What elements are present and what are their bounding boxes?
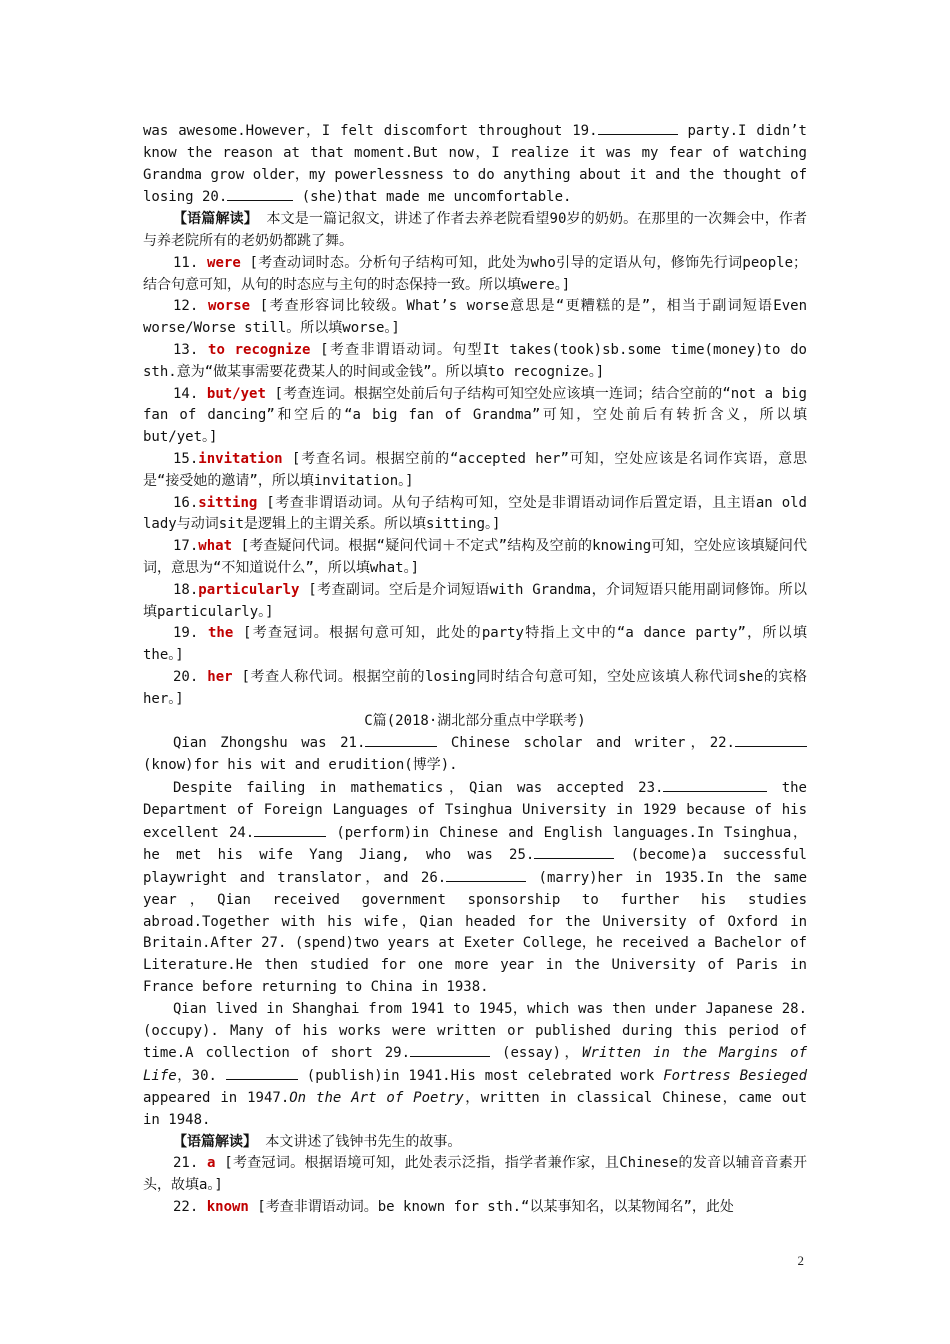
answer-key: known [206,1199,249,1216]
passage-text: (spend)two years at Exeter College，he received a Bachelor of Literature.He then studied for one more year in the University of Paris in France before returning to China in 1938. [143,935,807,996]
answer-15 [143,449,807,493]
answer-number: 12. [173,298,208,315]
answer-number: 20. [173,668,208,685]
answer-key: her [207,668,233,685]
passage-text: Qian Zhongshu was 21. [173,735,366,752]
answer-explanation: [考查连词。根据空处前后句子结构可知空处应该填一连词；结合空前的“not a big fan of dancing”和空后的“a big fan of Grandma”可知，空处前后有转折含义，所以填but/yet。] [143,385,807,446]
answer-key: but/yet [206,385,266,402]
analysis-label: 【语篇解读】 [173,211,258,228]
passage-c-p1 [143,732,807,777]
section-heading-c: C篇(2018·湖北部分重点中学联考) [364,712,586,729]
book-title: Fortress Besieged [663,1068,808,1085]
passage-text: (know)for his wit and erudition(博学). [143,757,458,774]
passage-text: (she)that made me uncomfortable. [293,189,572,206]
answer-key: were [207,254,241,271]
answer-number: 21. [173,1155,208,1172]
passage-text: the Department of Foreign Languages of Tsinghua University in 1929 because of his excellent 24. [143,779,807,841]
answer-key: sitting [198,494,258,511]
answer-key: invitation [198,450,283,467]
passage-text: appeared in 1947. [143,1090,290,1107]
answer-explanation: [考查冠词。根据语境可知，此处表示泛指，指学者兼作家，且Chinese的发音以辅音音素开头，故填a。] [143,1155,808,1194]
passage-text: (occupy). Many of his works were written or published during this period of time.A collection of short 29. [143,1022,807,1062]
answer-21 [143,1153,807,1197]
passage-text: (marry)her in 1935.In the same year，Qian received government sponsorship to further his studies abroad.Together with his wife，Qian headed for the University of Oxford in Britain.After 27. [143,870,808,952]
answer-explanation: [考查冠词。根据句意可知，此处的party特指上文中的“a dance party”，所以填the。] [143,625,807,664]
passage-text: (perform)in Chinese and English languages.In Tsinghua，he met his wife Yang Jiang, who was 25. [143,824,807,864]
passage-text: was awesome.However，I felt discomfort throughout 19. [143,123,598,139]
answer-17 [143,536,807,580]
passage-b-tail [143,120,807,209]
answer-explanation: [考查动词时态。分析句子结构可知，此处为who引导的定语从句，修饰先行词people；结合句意可知，从句的时态应与主句的时态保持一致。所以填were。] [143,254,807,293]
blank-22 [735,732,807,747]
passage-text: ，30. [176,1068,226,1085]
blank-29 [410,1042,490,1057]
answer-11 [143,253,807,297]
answer-number: 17. [173,538,199,555]
answer-16 [143,493,807,537]
answer-14 [143,384,807,449]
answer-explanation: [考查副词。空后是介词短语with Grandma，介词短语只能用副词修饰。所以填particularly。] [143,581,807,620]
blank-24 [254,822,326,837]
answer-number: 13. [173,341,209,358]
answer-explanation: [考查非谓语动词。be known for sth.“以某事知名，以某物闻名”，此处 [248,1199,734,1216]
answer-number: 15. [173,450,199,467]
answer-explanation: [考查非谓语动词。句型It takes(took)sb.some time(money)to do sth.意为“做某事需要花费某人的时间或金钱”。所以填to recognize。] [143,341,807,380]
answer-19 [143,623,807,667]
answer-13 [143,340,807,384]
analysis-text: 本文是一篇记叙文，讲述了作者去养老院看望90岁的奶奶。在那里的一次舞会中，作者与养老院所有的老奶奶都跳了舞。 [143,211,807,249]
answer-number: 18. [173,581,199,598]
answer-18 [143,580,807,624]
blank-25 [534,844,614,859]
answer-explanation: [考查人称代词。根据空前的losing同时结合句意可知，空处应该填人称代词she的宾格her。] [143,668,807,707]
blank-21 [365,732,437,747]
answer-number: 22. [173,1199,207,1216]
answer-explanation: [考查形容词比较级。What’s worse意思是“更糟糕的是”，相当于副词短语Even worse/Worse still。所以填worse。] [143,298,807,337]
answer-number: 11. [173,254,208,271]
answer-key: the [208,625,234,642]
analysis-label: 【语篇解读】 [173,1133,257,1150]
passage-text: Despite failing in mathematics，Qian was accepted 23. [173,779,664,796]
passage-c-p3 [143,999,807,1132]
analysis-text: 本文讲述了钱钟书先生的故事。 [257,1133,462,1150]
blank-23 [663,777,767,792]
answer-20 [143,667,807,711]
answer-explanation: [考查非谓语动词。从句子结构可知，空处是非谓语动词作后置定语，且主语an old lady与动词sit是逻辑上的主谓关系。所以填sitting。] [143,494,807,533]
passage-text: (become)a successful playwright and translator，and 26. [143,847,807,887]
page-number: 2 [797,1253,804,1268]
answer-key: a [207,1155,216,1172]
answer-explanation: [考查名词。根据空前的“accepted her”可知，空处应该是名词作宾语，意思是“接受她的邀请”，所以填invitation。] [143,450,807,489]
answer-number: 19. [173,625,208,642]
answer-22 [143,1197,807,1219]
answer-key: what [198,538,233,555]
passage-text: (publish)in 1941.His most celebrated work [297,1068,664,1085]
answer-key: particularly [198,581,300,598]
blank-19 [598,120,678,135]
answer-number: 16. [173,494,199,511]
blank-20 [227,186,293,201]
passage-text: Chinese scholar and writer，22. [437,735,735,752]
passage-text: ，written in classical Chinese，came out in 1948. [143,1090,808,1128]
book-title: Written in the Margins of Life [143,1045,807,1085]
passage-text: party.I didn’t know the reason at that moment.But now，I realize it was my fear of watching Grandma grow older，my powerlessness to do anything about it and the thought of losing 20. [143,123,807,206]
passage-text: (essay)， [490,1045,583,1062]
answer-explanation: [考查疑问代词。根据“疑问代词＋不定式”结构及空前的knowing可知，空处应该填疑问代词，意思为“不知道说什么”，所以填what。] [143,538,807,576]
answer-12 [143,296,807,340]
analysis-c [143,1132,807,1154]
blank-26 [446,867,526,882]
analysis-b [143,209,807,253]
passage-text: Qian lived in Shanghai from 1941 to 1945，which was then under Japanese 28. [173,1000,807,1017]
answer-number: 14. [173,385,207,402]
answer-key: worse [207,298,251,315]
blank-30 [226,1065,298,1080]
answer-key: to recognize [208,341,311,358]
passage-c-p2 [143,777,807,999]
book-title: On the Art of Poetry [289,1090,464,1107]
